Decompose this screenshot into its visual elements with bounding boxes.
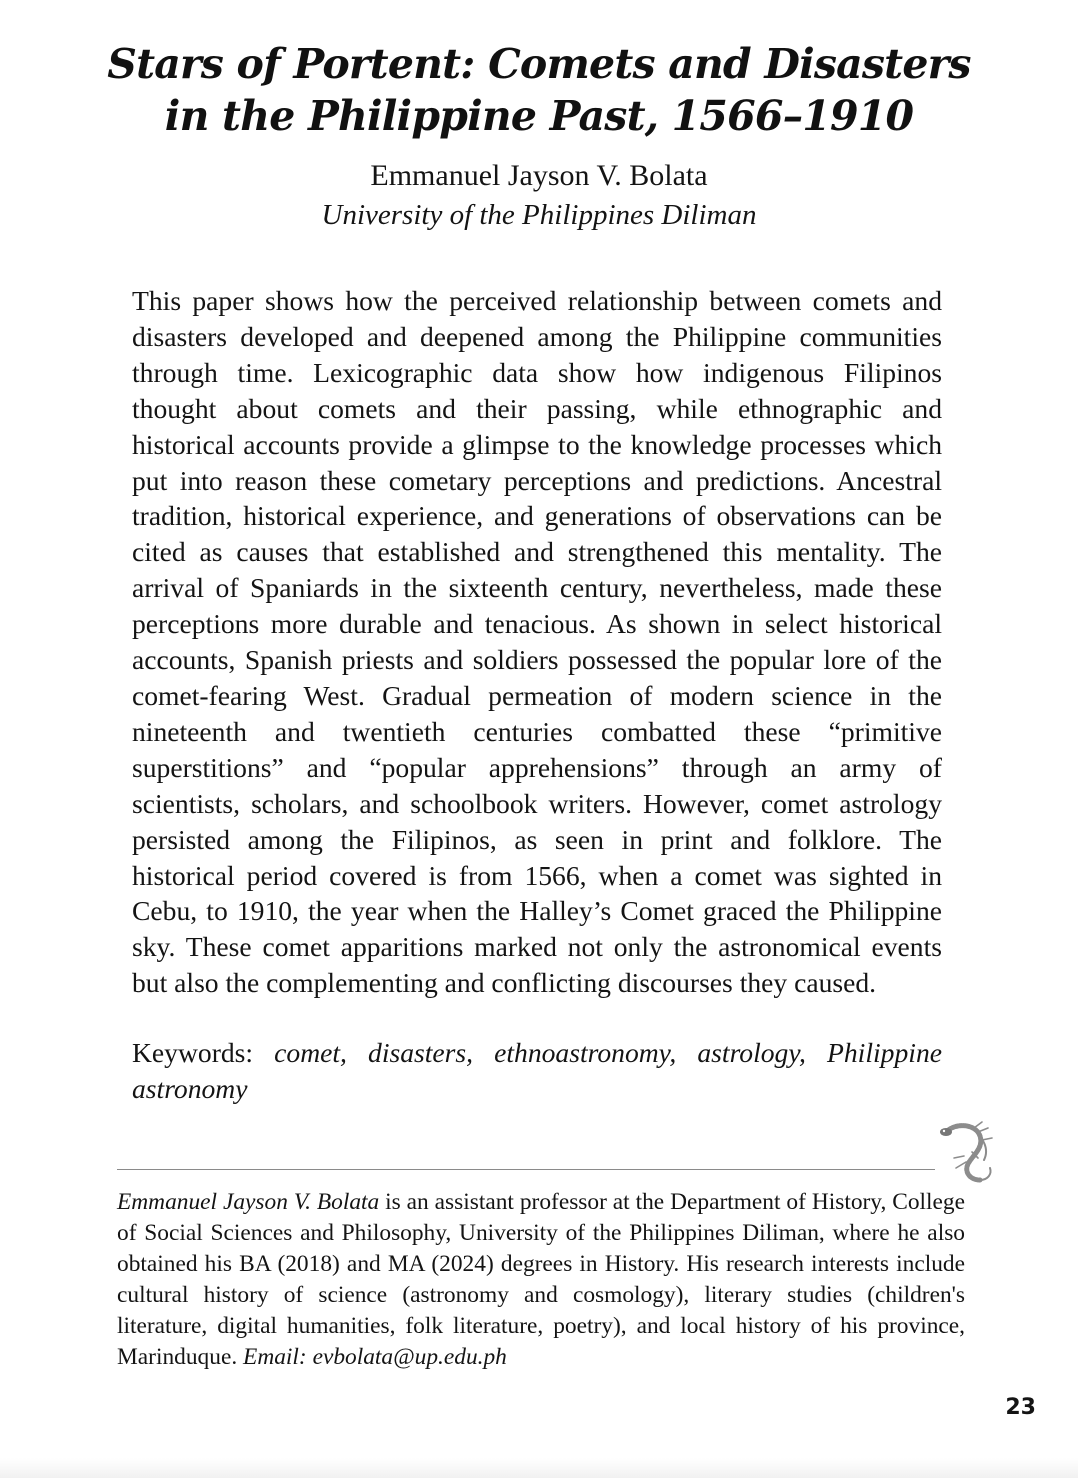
article-title: [60, 38, 1018, 142]
keywords-list: comet, disasters, ethnoastronomy, astrology, Philippine astronomy: [132, 1037, 942, 1104]
title-line-1: Stars of Portent: Comets and Disasters: [107, 40, 971, 88]
author-bio: [117, 1187, 965, 1373]
bio-email-label: Email:: [243, 1344, 307, 1370]
page-number: 23: [1005, 1395, 1036, 1420]
author-affiliation: University of the Philippines Diliman: [321, 199, 757, 231]
author-name: Emmanuel Jayson V. Bolata: [370, 159, 708, 192]
keywords: [132, 1035, 942, 1107]
page-bottom-shade: [0, 1458, 1078, 1478]
lizard-emblem-icon: [934, 1118, 996, 1186]
footnote-divider: [117, 1169, 935, 1170]
bio-author-name: Emmanuel Jayson V. Bolata: [117, 1189, 380, 1215]
abstract-text: This paper shows how the perceived relationship between comets and disasters developed and deepened among the Philippine communities through time. Lexicographic data show how indigenous Filipinos thought about comets and their passing, while ethnographic and historical accounts provide a glimpse to the knowledge processes which put into reason these cometary perceptions and predictions. Ancestral tradition, historical experience, and generations of observations can be cited as causes that established and strengthened this mentality. The arrival of Spaniards in the sixteenth century, nevertheless, made these perceptions more durable and tenacious. As shown in select historical accounts, Spanish priests and soldiers possessed the popular lore of the comet-fearing West. Gradual permeation of modern science in the nineteenth and twentieth centuries combatted these “primitive superstitions” and “popular apprehensions” through an army of scientists, scholars, and schoolbook writers. However, comet astrology persisted among the Filipinos, as seen in print and folklore. The historical period covered is from 1566, when a comet was sighted in Cebu, to 1910, the year when the Halley’s Comet graced the Philippine sky. These comet apparitions marked not only the astronomical events but also the complementing and conflicting discourses they caused.: [132, 285, 942, 999]
bio-body: is an assistant professor at the Department of History, College of Social Sciences and Philosophy, University of the Philippines Diliman, where he also obtained his BA (2018) and MA (2024) degrees in History. His research interests include cultural history of science (astronomy and cosmology), literary studies (children's literature, digital humanities, folk literature, poetry), and local history of his province, Marinduque.: [117, 1189, 965, 1370]
title-line-2: in the Philippine Past, 1566–1910: [164, 92, 914, 140]
author-email[interactable]: evbolata@up.edu.ph: [312, 1344, 507, 1370]
keywords-label: Keywords:: [132, 1037, 254, 1068]
